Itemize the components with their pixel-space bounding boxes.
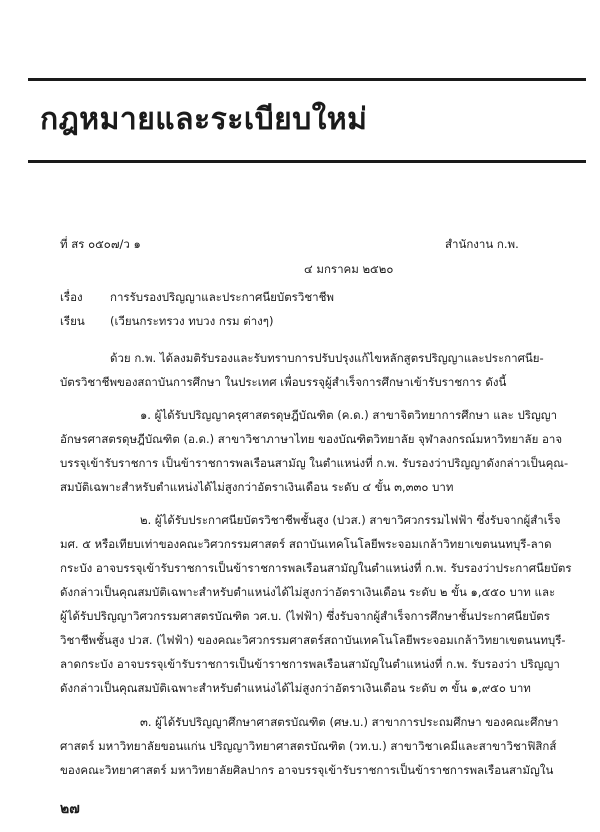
- body-line: ด้วย ก.พ. ได้ลงมติรับรองและรับทราบการปรับปรุงแก้ไขหลักสูตรปริญญาและประกาศนีย-: [110, 351, 544, 365]
- top-rule: [28, 78, 586, 81]
- body-line: ดังกล่าวเป็นคุณสมบัติเฉพาะสำหรับตำแหน่งได้ไม่สูงกว่าอัตราเงินเดือน ระดับ ๓ ขั้น ๑,๙๕๐ บาท: [60, 681, 531, 695]
- letter-reference: ที่ สร ๐๕๐๗/ว ๑: [60, 237, 141, 251]
- body-line: ๑. ผู้ได้รับปริญญาครุศาสตรดุษฎีบัณฑิต (ค.ด.) สาขาจิตวิทยาการศึกษา และ ปริญญา: [140, 408, 558, 422]
- issuing-office: สำนักงาน ก.พ.: [445, 237, 519, 251]
- subject-text: การรับรองปริญญาและประกาศนียบัตรวิชาชีพ: [110, 290, 334, 304]
- body-line: วิชาชีพชั้นสูง ปวส. (ไฟฟ้า) ของคณะวิศวกรรมศาสตร์สถาบันเทคโนโลยีพระจอมเกล้าวิทยาเขตนนทบุรี-: [60, 633, 566, 647]
- body-line: ศาสตร์ มหาวิทยาลัยขอนแก่น ปริญญาวิทยาศาสตรบัณฑิต (วท.บ.) สาขาวิชาเคมีและสาขาวิชาฟิสิกส์: [60, 739, 557, 753]
- recipient-label: เรียน: [60, 314, 85, 328]
- body-line: อักษรศาสตรดุษฎีบัณฑิต (อ.ด.) สาขาวิชาภาษาไทย ของบัณฑิตวิทยาลัย จุฬาลงกรณ์มหาวิทยาลัย อาจ: [60, 432, 563, 446]
- body-line: ลาดกระบัง อาจบรรจุเข้ารับราชการเป็นข้าราชการพลเรือนสามัญในตำแหน่งที่ ก.พ. รับรองว่า ปริญญา: [60, 657, 560, 671]
- section-heading: กฎหมายและระเบียบใหม่: [40, 102, 368, 137]
- body-line: บรรจุเข้ารับราชการ เป็นข้าราชการพลเรือนสามัญ ในตำแหน่งที่ ก.พ. รับรองว่าปริญญาดังกล่าวเป็นคุณ-: [60, 456, 569, 470]
- body-line: มศ. ๕ หรือเทียบเท่าของคณะวิศวกรรมศาสตร์ สถาบันเทคโนโลยีพระจอมเกล้าวิทยาเขตนนทบุรี-ลาด: [60, 537, 552, 551]
- body-line: ของคณะวิทยาศาสตร์ มหาวิทยาลัยศิลปากร อาจบรรจุเข้ารับราชการเป็นข้าราชการพลเรือนสามัญใน: [60, 763, 554, 777]
- body-line: สมบัติเฉพาะสำหรับตำแหน่งได้ไม่สูงกว่าอัตราเงินเดือน ระดับ ๔ ขั้น ๓,๓๓๐ บาท: [60, 480, 454, 494]
- body-line: กระบัง อาจบรรจุเข้ารับราชการเป็นข้าราชการพลเรือนสามัญในตำแหน่งที่ ก.พ. รับรองว่าประกาศนียบัตร: [60, 561, 572, 575]
- body-line: บัตรวิชาชีพของสถาบันการศึกษา ในประเทศ เพื่อบรรจุผู้สำเร็จการศึกษาเข้ารับราชการ ดังนี้: [60, 375, 507, 389]
- recipient-text: (เวียนกระทรวง ทบวง กรม ต่างๆ): [110, 314, 274, 328]
- body-line: ๓. ผู้ได้รับปริญญาศึกษาศาสตรบัณฑิต (ศษ.บ.) สาขาการประถมศึกษา ของคณะศึกษา: [140, 715, 559, 729]
- page-number: ๒๗: [60, 801, 80, 817]
- subject-label: เรื่อง: [60, 290, 83, 304]
- body-line: ผู้ได้รับปริญญาวิศวกรรมศาสตรบัณฑิต วศ.บ. (ไฟฟ้า) ซึ่งรับจากผู้สำเร็จการศึกษาชั้นประกาศนียบัตร: [60, 609, 550, 623]
- letter-date: ๔ มกราคม ๒๕๒๐: [304, 262, 394, 276]
- body-line: ดังกล่าวเป็นคุณสมบัติเฉพาะสำหรับตำแหน่งได้ไม่สูงกว่าอัตราเงินเดือน ระดับ ๒ ขั้น ๑,๕๕๐ บาท และ: [60, 585, 556, 599]
- body-line: ๒. ผู้ได้รับประกาศนียบัตรวิชาชีพชั้นสูง (ปวส.) สาขาวิศวกรรมไฟฟ้า ซึ่งรับจากผู้สำเร็จ: [140, 513, 561, 527]
- bottom-rule: [28, 160, 586, 163]
